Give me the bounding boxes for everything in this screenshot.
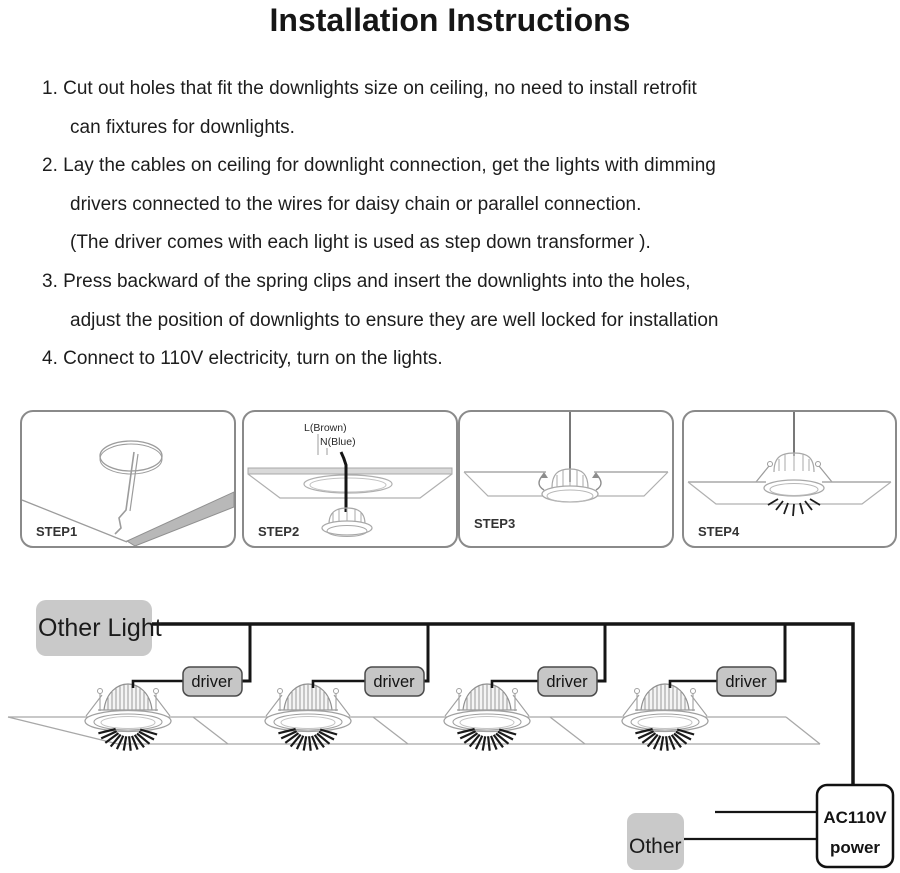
downlight-1 [85,684,171,751]
downlight-3 [444,684,530,751]
instruction-line: (The driver comes with each light is used as step down transformer ). [70,232,651,254]
step4-panel [682,410,897,548]
downlight-4 [622,684,708,751]
driver-label: driver [191,673,233,691]
step3-panel [458,410,674,548]
step1-label: STEP1 [36,524,78,539]
neutral-wire-label: N(Blue) [320,436,356,448]
instruction-line: can fixtures for downlights. [70,116,295,138]
ac-power-label-line2: power [829,838,881,857]
step3-label: STEP3 [474,516,516,531]
instruction-line: 4. Connect to 110V electricity, turn on the lights. [42,348,443,370]
ac-power-label-line1: AC110V [823,808,887,827]
instruction-line: drivers connected to the wires for daisy chain or parallel connection. [70,193,642,215]
daisy-chain-wiring-diagram [0,580,900,873]
page-title: Installation Instructions [269,2,631,38]
instruction-line: 1. Cut out holes that fit the downlights size on ceiling, no need to install retrofit [42,78,697,99]
instruction-list [42,70,872,379]
other-label: Other [629,835,682,858]
downlight-2 [265,684,351,751]
driver-label: driver [546,673,588,691]
driver-label: driver [373,673,415,691]
step2-panel [242,410,458,548]
light-rays [768,499,820,516]
other-light-label: Other Light [38,614,162,642]
step1-panel [20,410,236,548]
step2-label: STEP2 [258,524,300,539]
instruction-line: 2. Lay the cables on ceiling for downlight connection, get the lights with dimming [42,155,716,177]
live-wire-label: L(Brown) [304,422,347,434]
instruction-line: adjust the position of downlights to ensure they are well locked for installation [70,309,719,331]
step4-label: STEP4 [698,524,740,539]
driver-label: driver [725,673,767,691]
instruction-line: 3. Press backward of the spring clips and insert the downlights into the holes, [42,270,691,292]
